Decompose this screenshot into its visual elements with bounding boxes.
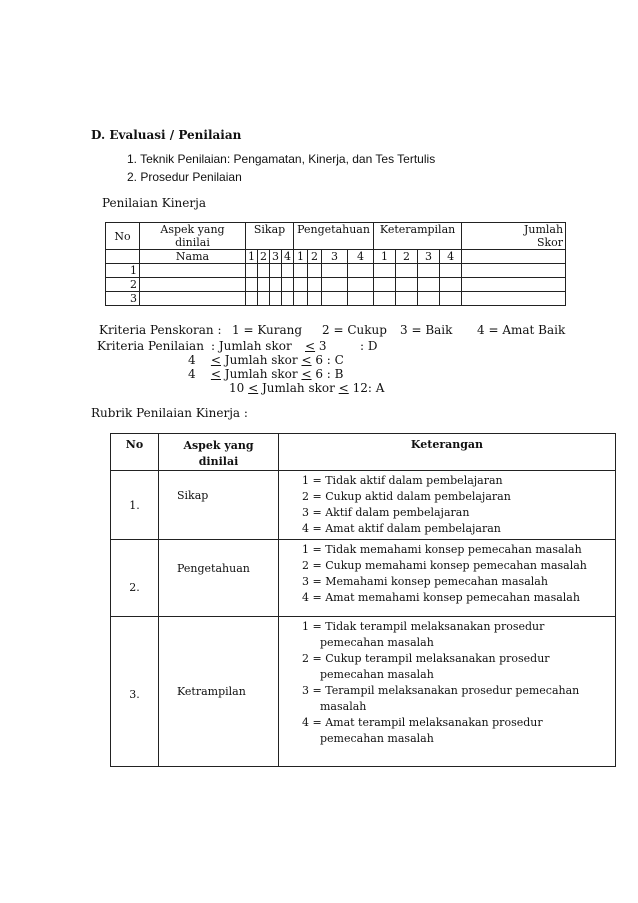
row-number: 1 <box>106 264 140 278</box>
section-title: D. Evaluasi / Penilaian <box>91 128 242 142</box>
criteria-cukup: 2 = Cukup <box>322 323 387 337</box>
header-no: No <box>106 223 140 250</box>
score-ket-4: 4 <box>440 250 462 264</box>
criteria-b-min: 4 <box>188 367 196 381</box>
rubric-no: 2. <box>111 540 159 617</box>
criteria-amat-baik: 4 = Amat Baik <box>477 323 566 337</box>
score-peng-4: 4 <box>348 250 374 264</box>
score-ket-1: 1 <box>374 250 396 264</box>
criteria-b-text: Jumlah skor <box>224 367 298 381</box>
score-ket-3: 3 <box>418 250 440 264</box>
score-peng-3: 3 <box>322 250 348 264</box>
criteria-d-val: 3 <box>318 339 327 353</box>
criteria-d-text: : Jumlah skor <box>211 339 292 353</box>
rubric-head-keterangan: Keterangan <box>279 434 616 471</box>
rubric-no: 1. <box>111 471 159 540</box>
score-peng-2: 2 <box>308 250 322 264</box>
header-aspek-2: dinilai <box>140 236 246 250</box>
le-sign: < <box>248 381 259 395</box>
table-row <box>111 471 616 540</box>
list-item-prosedur: 2. Prosedur Penilaian <box>127 170 242 184</box>
le-sign: < <box>305 339 316 353</box>
rubric-line: masalah <box>320 700 367 713</box>
le-sign: < <box>301 367 312 381</box>
score-sikap-2: 2 <box>258 250 270 264</box>
score-sikap-4: 4 <box>282 250 294 264</box>
rubric-line: 4 = Amat aktif dalam pembelajaran <box>302 522 501 535</box>
rubric-line: 1 = Tidak memahami konsep pemecahan masalah <box>302 543 582 556</box>
criteria-c-text: Jumlah skor <box>224 353 298 367</box>
criteria-c-grade: 6 : C <box>315 353 344 367</box>
table-row <box>106 278 566 292</box>
criteria-a-text: Jumlah skor <box>262 381 335 395</box>
table-row <box>111 617 616 767</box>
rubric-line: 4 = Amat memahami konsep pemecahan masalah <box>302 591 580 604</box>
le-sign: < <box>301 353 312 367</box>
rubric-line: pemecahan masalah <box>320 732 434 745</box>
rubric-line: pemecahan masalah <box>320 668 434 681</box>
criteria-label-penilaian: Kriteria Penilaian <box>97 339 204 353</box>
header-sikap: Sikap <box>246 223 294 237</box>
list-item-teknik: 1. Teknik Penilaian: Pengamatan, Kinerja, dan Tes Tertulis <box>127 152 436 166</box>
rubric-table <box>110 433 616 767</box>
rubric-no: 3. <box>111 617 159 767</box>
rubric-line: 2 = Cukup terampil melaksanakan prosedur <box>302 652 550 665</box>
rubric-aspek: Ketrampilan <box>159 617 279 767</box>
rubric-head-aspek-2: dinilai <box>198 455 239 468</box>
row-number: 2 <box>106 278 140 292</box>
criteria-d-grade: : D <box>360 339 378 353</box>
header-jumlah-2: Skor <box>462 236 566 250</box>
rubric-head-no: No <box>111 434 159 471</box>
table-row <box>106 292 566 306</box>
rubric-line: 4 = Amat terampil melaksanakan prosedur <box>302 716 543 729</box>
le-sign: < <box>210 367 221 381</box>
table-row <box>106 264 566 278</box>
header-nama: Nama <box>140 250 246 264</box>
rubric-line: 1 = Tidak terampil melaksanakan prosedur <box>302 620 545 633</box>
rubric-line: 3 = Memahami konsep pemecahan masalah <box>302 575 548 588</box>
rubric-line: 1 = Tidak aktif dalam pembelajaran <box>302 474 503 487</box>
subtitle-penilaian-kinerja: Penilaian Kinerja <box>102 196 206 210</box>
rubric-line: 3 = Terampil melaksanakan prosedur pemecahan <box>302 684 580 697</box>
header-keterampilan: Keterampilan <box>374 223 462 237</box>
rubric-line: pemecahan masalah <box>320 636 434 649</box>
criteria-b-grade: 6 : B <box>315 367 344 381</box>
header-aspek-1: Aspek yang <box>140 223 246 237</box>
row-number: 3 <box>106 292 140 306</box>
criteria-c-min: 4 <box>188 353 196 367</box>
le-sign: < <box>210 353 221 367</box>
criteria-baik: 3 = Baik <box>400 323 453 337</box>
table-row <box>111 540 616 617</box>
criteria-a-grade: 12: A <box>352 381 385 395</box>
score-ket-2: 2 <box>396 250 418 264</box>
le-sign: < <box>338 381 349 395</box>
header-pengetahuan: Pengetahuan <box>294 223 374 237</box>
criteria-label-penskoran: Kriteria Penskoran : <box>99 323 222 337</box>
score-peng-1: 1 <box>294 250 308 264</box>
rubric-head-aspek-1: Aspek yang <box>183 439 254 452</box>
penilaian-kinerja-table <box>105 222 566 306</box>
rubric-aspek: Pengetahuan <box>159 540 279 617</box>
criteria-kurang: 1 = Kurang <box>232 323 303 337</box>
score-sikap-1: 1 <box>246 250 258 264</box>
rubric-line: 3 = Aktif dalam pembelajaran <box>302 506 470 519</box>
header-jumlah-1: Jumlah <box>462 223 566 237</box>
rubric-line: 2 = Cukup memahami konsep pemecahan masalah <box>302 559 587 572</box>
rubric-line: 2 = Cukup aktid dalam pembelajaran <box>302 490 511 503</box>
criteria-a-min: 10 <box>229 381 245 395</box>
rubric-aspek: Sikap <box>159 471 279 540</box>
rubric-title: Rubrik Penilaian Kinerja : <box>91 406 248 420</box>
score-sikap-3: 3 <box>270 250 282 264</box>
